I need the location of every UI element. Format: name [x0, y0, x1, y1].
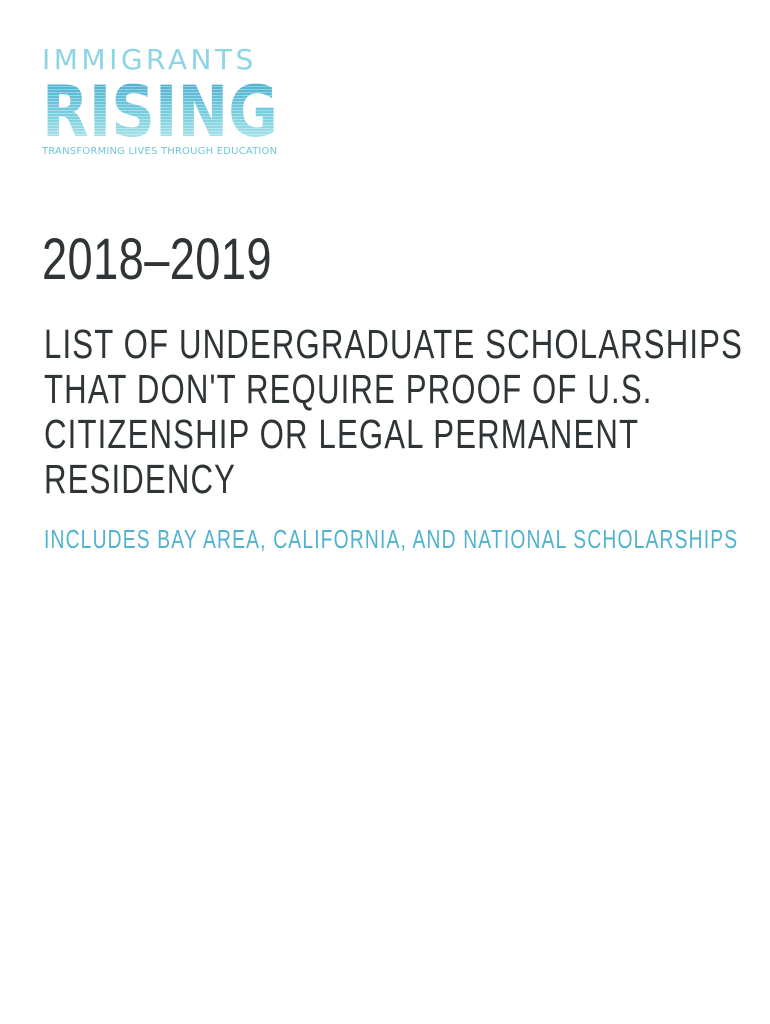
document-title [44, 321, 744, 502]
immigrants-rising-logo [42, 44, 282, 157]
logo-top-text: IMMIGRANTS [42, 43, 257, 76]
title-line: THAT DON'T REQUIRE PROOF OF U.S. [44, 366, 653, 412]
logo-tagline: TRANSFORMING LIVES THROUGH EDUCATION [42, 146, 278, 157]
document-subtitle: INCLUDES BAY AREA, CALIFORNIA, AND NATIONAL SCHOLARSHIPS [44, 524, 739, 554]
logo-rising-wordmark [42, 78, 280, 140]
title-line: LIST OF UNDERGRADUATE SCHOLARSHIPS [44, 321, 744, 367]
document-year: 2018–2019 [42, 227, 272, 292]
title-line: RESIDENCY [44, 456, 237, 502]
title-line: CITIZENSHIP OR LEGAL PERMANENT [44, 411, 640, 457]
